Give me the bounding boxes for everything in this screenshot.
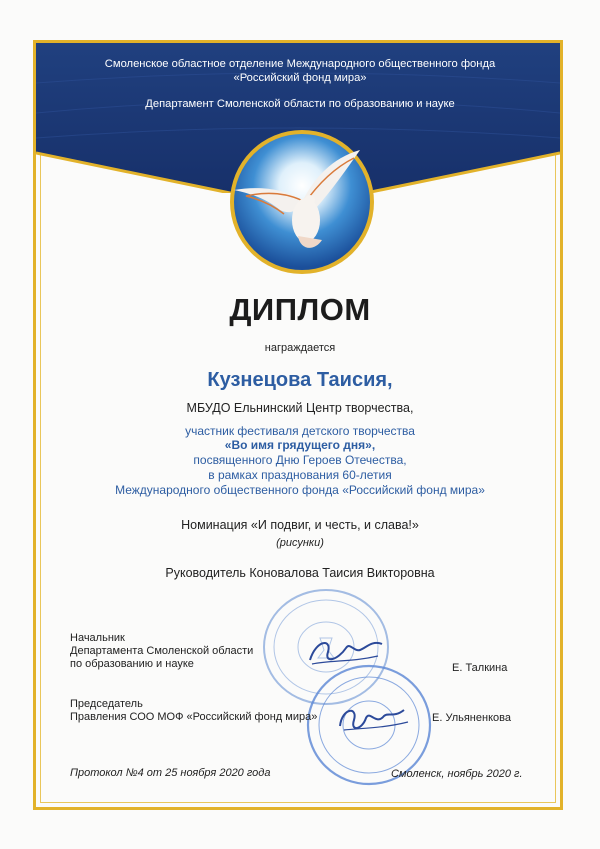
body-line-1: участник фестиваля детского творчества xyxy=(185,424,415,438)
body-line-4: в рамках празднования 60-летия xyxy=(208,468,392,482)
awarded-label: награждается xyxy=(264,342,336,354)
signatory-2-line2: Правления СОО МОФ «Российский фонд мира» xyxy=(70,711,318,723)
header-department: Департамент Смоленской области по образованию и науке xyxy=(145,98,455,110)
institution: МБУДО Ельнинский Центр творчества, xyxy=(186,401,414,415)
protocol: Протокол №4 от 25 ноября 2020 года xyxy=(70,767,271,779)
signatory-2-line1: Председатель xyxy=(70,698,143,710)
signatory-1-line1: Начальник xyxy=(70,632,125,644)
signatory-1-name: Е. Талкина xyxy=(452,662,508,674)
header-org-line1: Смоленское областное отделение Международного общественного фонда xyxy=(104,58,496,70)
festival-name: «Во имя грядущего дня», xyxy=(224,438,376,452)
body-line-3: посвященного Дню Героев Отечества, xyxy=(193,453,407,467)
category: (рисунки) xyxy=(276,537,324,549)
dove-emblem-icon xyxy=(228,128,376,276)
header-org-line2: «Российский фонд мира» xyxy=(233,72,367,84)
signatory-2-name: Е. Ульяненкова xyxy=(432,712,511,724)
recipient-name: Кузнецова Таисия, xyxy=(207,369,393,391)
supervisor: Руководитель Коновалова Таисия Викторовна xyxy=(165,566,435,580)
page-title: ДИПЛОМ xyxy=(229,292,371,327)
signatory-2-title xyxy=(70,698,317,724)
body-line-5: Международного общественного фонда «Российский фонд мира» xyxy=(115,483,485,497)
place-date: Смоленск, ноябрь 2020 г. xyxy=(391,768,523,780)
signatory-1-line3: по образованию и науке xyxy=(70,658,194,670)
signatory-1-line2: Департамента Смоленской области xyxy=(70,645,254,657)
signature-icon-1 xyxy=(302,630,388,674)
signature-icon-2 xyxy=(330,700,414,740)
nomination: Номинация «И подвиг, и честь, и слава!» xyxy=(181,518,419,532)
signatory-1-title xyxy=(70,632,253,671)
